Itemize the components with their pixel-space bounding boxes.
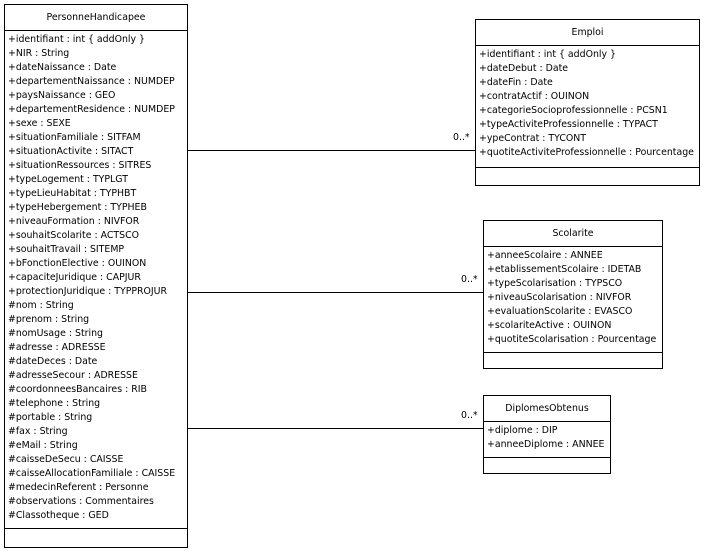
class-name: Emploi — [476, 20, 699, 46]
attribute: #fax : String — [8, 426, 68, 437]
attribute: +sexe : SEXE — [8, 118, 71, 129]
attribute: +etablissementScolaire : IDETAB — [487, 264, 642, 275]
attribute-list — [476, 46, 699, 168]
attribute: +NIR : String — [8, 48, 70, 59]
attribute: #caisseAllocationFamiliale : CAISSE — [8, 468, 176, 479]
attribute: #observations : Commentaires — [8, 496, 154, 507]
attribute: #coordonneesBancaires : RIB — [8, 384, 147, 395]
attribute: #nom : String — [8, 300, 74, 311]
attribute: +capaciteJuridique : CAPJUR — [8, 272, 141, 283]
attribute: +souhaitScolarite : ACTSCO — [8, 230, 139, 241]
attribute: +niveauFormation : NIVFOR — [8, 216, 140, 227]
association-line-emploi — [188, 150, 475, 151]
attribute: +situationActivite : SITACT — [8, 146, 134, 157]
attribute: +situationRessources : SITRES — [8, 160, 152, 171]
attribute: +anneeScolaire : ANNEE — [487, 250, 603, 261]
attribute: +evaluationScolarite : EVASCO — [487, 306, 633, 317]
attribute: #portable : String — [8, 412, 93, 423]
attribute: +diplome : DIP — [487, 425, 558, 436]
multiplicity-diplomes: 0..* — [461, 410, 478, 421]
attribute: #nomUsage : String — [8, 328, 103, 339]
multiplicity-emploi: 0..* — [453, 132, 470, 143]
attribute: #prenom : String — [8, 314, 90, 325]
attribute: #dateDeces : Date — [8, 356, 98, 367]
attribute: #telephone : String — [8, 398, 101, 409]
attribute: +departementResidence : NUMDEP — [8, 104, 175, 115]
attribute: +categorieSocioprofessionnelle : PCSN1 — [479, 105, 668, 116]
attribute: +departementNaissance : NUMDEP — [8, 76, 175, 87]
attribute: #medecinReferent : Personne — [8, 482, 149, 493]
attribute: +paysNaissance : GEO — [8, 90, 116, 101]
association-line-scolarite — [188, 292, 483, 293]
attribute: #caisseDeSecu : CAISSE — [8, 454, 124, 465]
attribute: +quotiteScolarisation : Pourcentage — [487, 334, 657, 345]
class-personne-handicapee[interactable] — [4, 4, 188, 548]
attribute: +situationFamiliale : SITFAM — [8, 132, 141, 143]
attribute: +typeLieuHabitat : TYPHBT — [8, 188, 137, 199]
attribute-list — [484, 247, 662, 353]
attribute: +typeScolarisation : TYPSCO — [487, 278, 623, 289]
class-name: Scolarite — [484, 221, 662, 247]
attribute: +typeActiviteProfessionnelle : TYPACT — [479, 119, 658, 130]
attribute-list — [484, 422, 610, 458]
attribute: #adresse : ADRESSE — [8, 342, 106, 353]
attribute: +typeLogement : TYPLGT — [8, 174, 128, 185]
attribute: #Classotheque : GED — [8, 510, 109, 521]
attribute: +scolariteActive : OUINON — [487, 320, 612, 331]
class-name: PersonneHandicapee — [5, 5, 187, 31]
attribute: +dateFin : Date — [479, 77, 553, 88]
attribute: +bFonctionElective : OUINON — [8, 258, 147, 269]
multiplicity-scolarite: 0..* — [461, 274, 478, 285]
attribute: +ypeContrat : TYCONT — [479, 133, 587, 144]
association-line-diplomes — [188, 428, 483, 429]
attribute: +souhaitTravail : SITEMP — [8, 244, 125, 255]
class-scolarite[interactable] — [483, 220, 663, 369]
attribute: +typeHebergement : TYPHEB — [8, 202, 147, 213]
attribute: #adresseSecour : ADRESSE — [8, 370, 138, 381]
attribute: +contratActif : OUINON — [479, 91, 590, 102]
attribute: +quotiteActiviteProfessionnelle : Pourcentage — [479, 147, 694, 158]
class-name: DiplomesObtenus — [484, 396, 610, 422]
attribute: +niveauScolarisation : NIVFOR — [487, 292, 632, 303]
attribute: #eMail : String — [8, 440, 78, 451]
attribute: +protectionJuridique : TYPPROJUR — [8, 286, 168, 297]
attribute: +dateNaissance : Date — [8, 62, 117, 73]
attribute: +anneeDiplome : ANNEE — [487, 439, 605, 450]
attribute: +identifiant : int { addOnly } — [8, 34, 145, 45]
class-emploi[interactable] — [475, 19, 700, 186]
class-diplomes-obtenus[interactable] — [483, 395, 611, 474]
attribute: +dateDebut : Date — [479, 63, 569, 74]
attribute-list — [5, 31, 187, 529]
attribute: +identifiant : int { addOnly } — [479, 49, 616, 60]
